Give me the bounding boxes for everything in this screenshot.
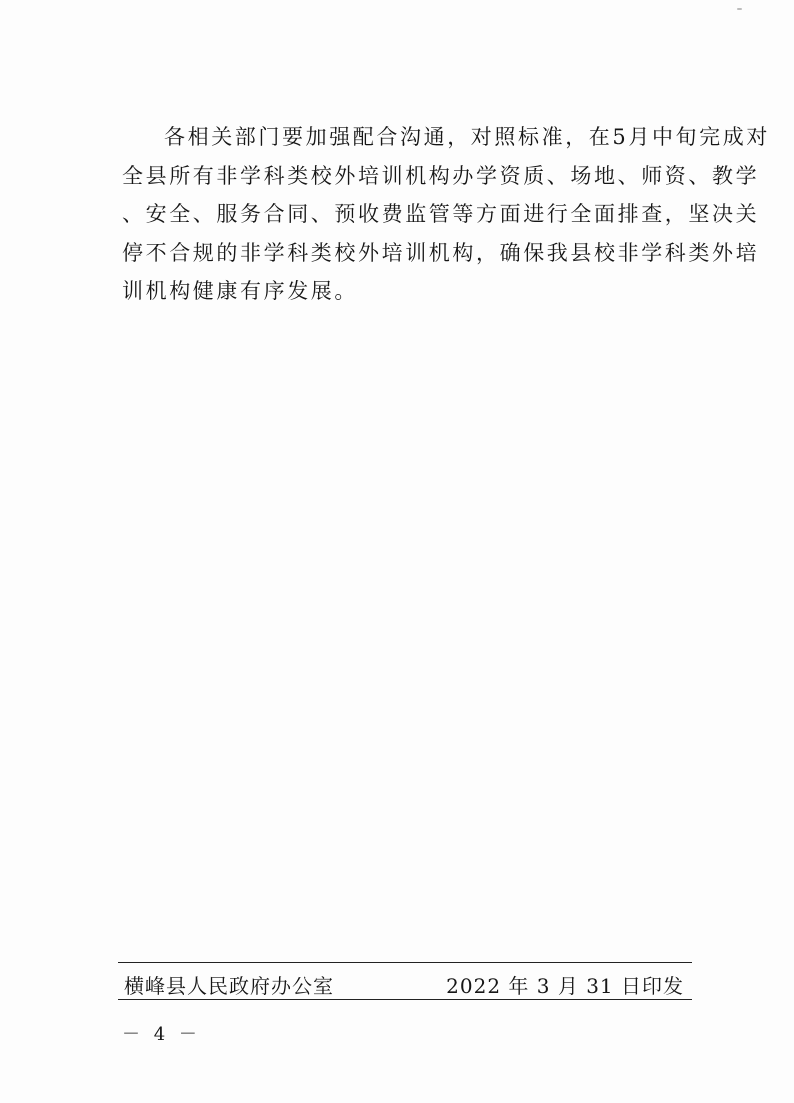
page-number: － 4 － bbox=[122, 1024, 201, 1045]
issuer-name: 横峰县人民政府办公室 bbox=[124, 974, 334, 998]
body-paragraph bbox=[122, 118, 770, 311]
scan-speck bbox=[737, 8, 742, 10]
footer-top-rule bbox=[118, 962, 692, 963]
issue-date: 2022 年 3 月 31 日印发 bbox=[446, 974, 684, 998]
body-line: 训机构健康有序发展。 bbox=[122, 279, 358, 303]
body-line: 停不合规的非学科类校外培训机构，确保我县校非学科类外培 bbox=[122, 240, 760, 265]
body-line: 全县所有非学科类校外培训机构办学资质、场地、师资、教学 bbox=[122, 163, 760, 188]
footer-bottom-rule bbox=[118, 999, 692, 1000]
body-line: 、安全、服务合同、预收费监管等方面进行全面排查，坚决关 bbox=[122, 202, 760, 226]
body-line: 各相关部门要加强配合沟通，对照标准，在5月中旬完成对 bbox=[164, 125, 770, 149]
